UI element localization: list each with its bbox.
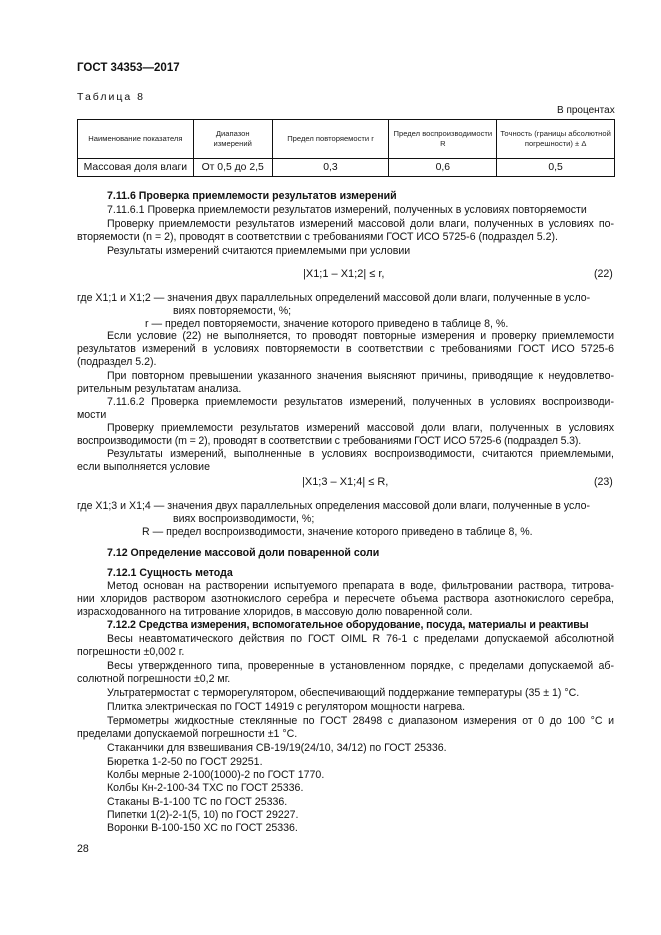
text-line: погрешности ±0,002 г. — [77, 646, 185, 658]
text-line: При повторном превышении указанного значения выясняют причины, приводящие к неудовлетво- — [107, 370, 614, 382]
text-line: Проверку приемлемости результатов измерений массовой доли влаги, полученных в условиях по- — [107, 218, 614, 230]
text-line: 7.11.6.1 Проверка приемлемости результатов измерений, полученных в условиях повторяемости — [107, 204, 587, 216]
table-cell: 0,5 — [497, 159, 615, 177]
text-line: рительным результатам анализа. — [77, 383, 242, 395]
table-caption: Таблица 8 — [77, 91, 145, 103]
section-heading: 7.11.6 Проверка приемлемости результатов измерений — [107, 190, 397, 202]
formula-number: (22) — [594, 268, 613, 280]
list-item: Воронки В-100-150 ХС по ГОСТ 25336. — [107, 822, 298, 834]
column-header: Предел повторяемости r — [272, 120, 389, 159]
text-line: солютной погрешности ±0,2 мг. — [77, 673, 231, 685]
text-line: вторяемости (n = 2), проводят в соответствии с требованиями ГОСТ ИСО 5725-6 (подраздел 5.2). — [77, 231, 558, 243]
table-units: В процентах — [557, 105, 615, 116]
list-item: Колбы Кн-2-100-34 ТХС по ГОСТ 25336. — [107, 782, 304, 794]
text-line: Плитка электрическая по ГОСТ 14919 с регулятором мощности нагрева. — [107, 701, 466, 713]
text-line: Результаты измерений, выполненные в условиях воспроизводимости, считаются приемлемыми, — [107, 448, 614, 460]
text-line: если выполняется условие — [77, 461, 210, 473]
list-item: Пипетки 1(2)-2-1(5, 10) по ГОСТ 29227. — [107, 809, 299, 821]
table-row — [78, 159, 615, 177]
list-item: Стаканчики для взвешивания СВ-19/19(24/10, 34/12) по ГОСТ 25336. — [107, 742, 447, 754]
text-line: израсходованного на титрование хлоридов, в массовую долю поваренной соли. — [77, 606, 473, 618]
formula-22: |X1;1 – X1;2| ≤ r, — [303, 268, 385, 280]
column-header: Диапазон измерений — [193, 120, 272, 159]
table-header-row — [78, 120, 615, 159]
text-line: Если условие (22) не выполняется, то проводят повторные измерения и проверку приемлемости — [107, 330, 614, 342]
section-heading: 7.12 Определение массовой доли поваренной соли — [107, 547, 380, 559]
text-line: (подраздел 5.2). — [77, 356, 157, 368]
text-line: Весы утвержденного типа, проверенные в установленном порядке, с пределами допускаемой аб- — [107, 660, 614, 672]
text-line: Весы неавтоматического действия по ГОСТ OIML R 76-1 с пределами допускаемой абсолютной — [107, 633, 614, 645]
list-item: Колбы мерные 2-100(1000)-2 по ГОСТ 1770. — [107, 769, 325, 781]
table-cell: 0,3 — [272, 159, 389, 177]
where-clause: R — предел воспроизводимости, значение которого приведено в таблице 8, %. — [142, 526, 533, 538]
table-8 — [77, 119, 615, 177]
subsection-heading: 7.12.2 Средства измерения, вспомогательное оборудование, посуда, материалы и реактивы — [107, 619, 589, 631]
table-cell: От 0,5 до 2,5 — [193, 159, 272, 177]
text-line: результатов измерений в условиях повторяемости в соответствии с требованиями ГОСТ ИСО 5725-6 — [77, 343, 614, 355]
text-line: Результаты измерений считаются приемлемыми при условии — [107, 245, 411, 257]
where-clause: где X1;1 и X1;2 — значения двух параллельных определений массовой доли влаги, полученные в усло- — [77, 292, 591, 304]
where-clause: виях повторяемости, %; — [173, 305, 292, 317]
text-line: Ультратермостат с терморегулятором, обеспечивающий поддержание температуры (35 ± 1) °С. — [107, 687, 580, 699]
column-header: Наименование показателя — [78, 120, 194, 159]
column-header: Предел воспроизводимости R — [389, 120, 497, 159]
column-header: Точность (границы абсолютной погрешности) ± Δ — [497, 120, 615, 159]
where-clause: виях воспроизводимости, %; — [173, 513, 315, 525]
text-line: нии хлоридов раствором азотнокислого серебра и пересчете объема раствора азотнокислого серебра, — [77, 593, 614, 605]
table-cell: Массовая доля влаги — [78, 159, 194, 177]
text-line: Метод основан на растворении испытуемого препарата в воде, фильтровании раствора, титрова- — [107, 580, 614, 592]
text-line: 7.11.6.2 Проверка приемлемости результатов измерений, полученных в условиях воспроизводи- — [107, 396, 614, 408]
list-item: Стаканы В-1-100 ТС по ГОСТ 25336. — [107, 796, 288, 808]
subsection-heading: 7.12.1 Сущность метода — [107, 567, 233, 579]
document-id: ГОСТ 34353—2017 — [77, 62, 180, 74]
text-line: воспроизводимости (m = 2), проводят в соответствии с требованиями ГОСТ ИСО 5725-6 (подраздел 5.3). — [77, 435, 582, 447]
formula-number: (23) — [594, 476, 613, 488]
text-line: мости — [77, 409, 107, 421]
page-number: 28 — [77, 843, 89, 855]
text-line: Термометры жидкостные стеклянные по ГОСТ 28498 с диапазоном измерения от 0 до 100 °С и — [107, 715, 614, 727]
where-clause: где X1;3 и X1;4 — значения двух параллельных определения массовой доли влаги, полученные в усло- — [77, 500, 591, 512]
text-line: Проверку приемлемости результатов измерений массовой доли влаги, полученных в условиях — [107, 422, 614, 434]
formula-23: |X1;3 – X1;4| ≤ R, — [302, 476, 389, 488]
list-item: Бюретка 1-2-50 по ГОСТ 29251. — [107, 756, 263, 768]
text-line: пределами допускаемой погрешности ±1 °С. — [77, 728, 298, 740]
where-clause: r — предел повторяемости, значение которого приведено в таблице 8, %. — [145, 318, 509, 330]
table-cell: 0,6 — [389, 159, 497, 177]
